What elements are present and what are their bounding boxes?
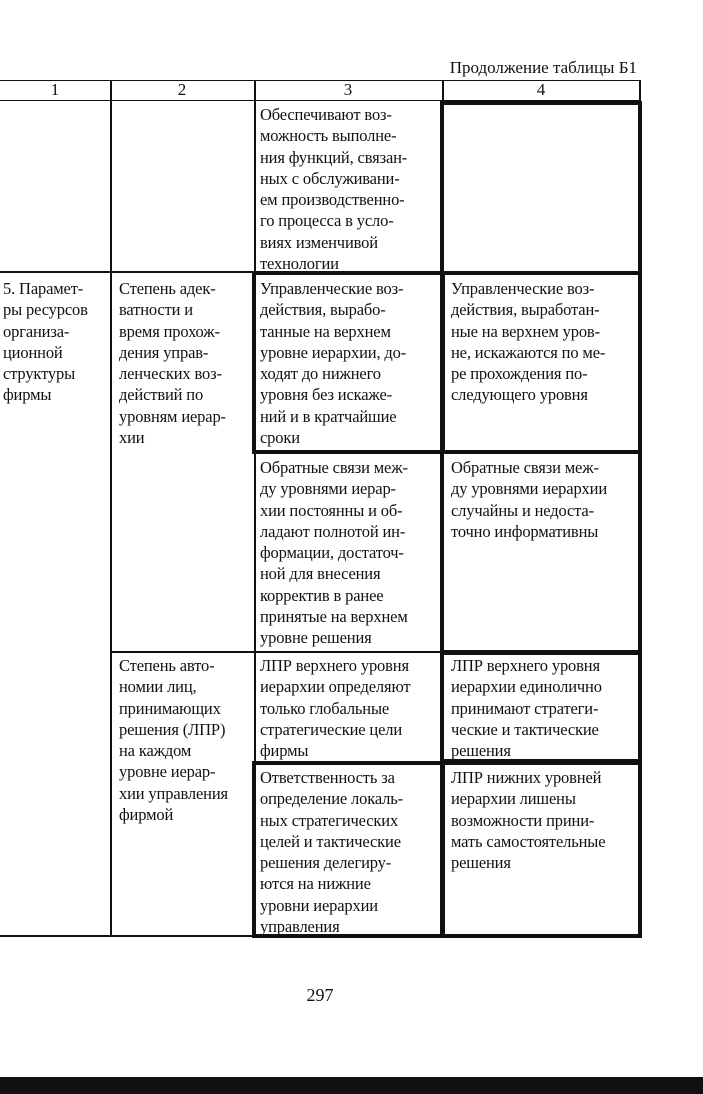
header-col-4: 4: [536, 80, 546, 99]
table-header-row: [0, 80, 640, 101]
cell-r0-c3: Обеспечивают воз- можность выполне- ния функций, связан- ных с обслуживани- ем производственно- го процесса в усло- виях изменчивой технологии: [260, 105, 408, 274]
cell-r3-c3: ЛПР верхнего уровня иерархии определяют только глобальные стратегические цели фирмы: [260, 656, 411, 761]
cell-parameter: 5. Парамет- ры ресурсов организа- ционной структуры фирмы: [3, 279, 88, 405]
page-number: 297: [306, 985, 334, 1005]
cell-r1-c4: Управленческие воз- действия, выработан- ные на верхнем уров- не, искажаются по ме- ре прохождения по- следующего уровня: [451, 279, 606, 405]
header-col-3: 3: [343, 80, 353, 99]
header-col-1: 1: [50, 80, 60, 99]
cell-criterion-1: Степень адек- ватности и время прохож- дения управ- ленческих воз- действий по уровням иерар- хии: [119, 279, 226, 448]
cell-r1-c3: Управленческие воз- действия, вырабо- танные на верхнем уровне иерархии, до- ходят до нижнего уровня без искаже- ний и в кратчайшие сроки: [260, 279, 407, 448]
header-col-2: 2: [177, 80, 187, 99]
cell-r2-c3: Обратные связи меж- ду уровнями иерар- хии постоянны и об- ладают полнотой ин- формации, достаточ- ной для внесения корректив в ранее принятые на верхнем уровне решения: [260, 458, 408, 648]
highlight-box: [440, 101, 642, 275]
cell-r2-c4: Обратные связи меж- ду уровнями иерархии случайны и недоста- точно информативны: [451, 458, 608, 541]
scan-edge-bar: [0, 1077, 703, 1094]
cell-criterion-2: Степень авто- номии лиц, принимающих решения (ЛПР) на каждом уровне иерар- хии управления фирмой: [119, 656, 228, 825]
table-caption: Продолжение таблицы Б1: [449, 58, 637, 77]
cell-r4-c4: ЛПР нижних уровней иерархии лишены возможности прини- мать самостоятельные решения: [451, 768, 606, 873]
cell-r3-c4: ЛПР верхнего уровня иерархии единолично принимают стратеги- ческие и тактические решения: [451, 656, 602, 761]
grid-line: [110, 80, 112, 937]
cell-r4-c3: Ответственность за определение локаль- ных стратегических целей и тактические решения делегиру- ются на нижние уровни иерархии управления: [260, 768, 403, 937]
